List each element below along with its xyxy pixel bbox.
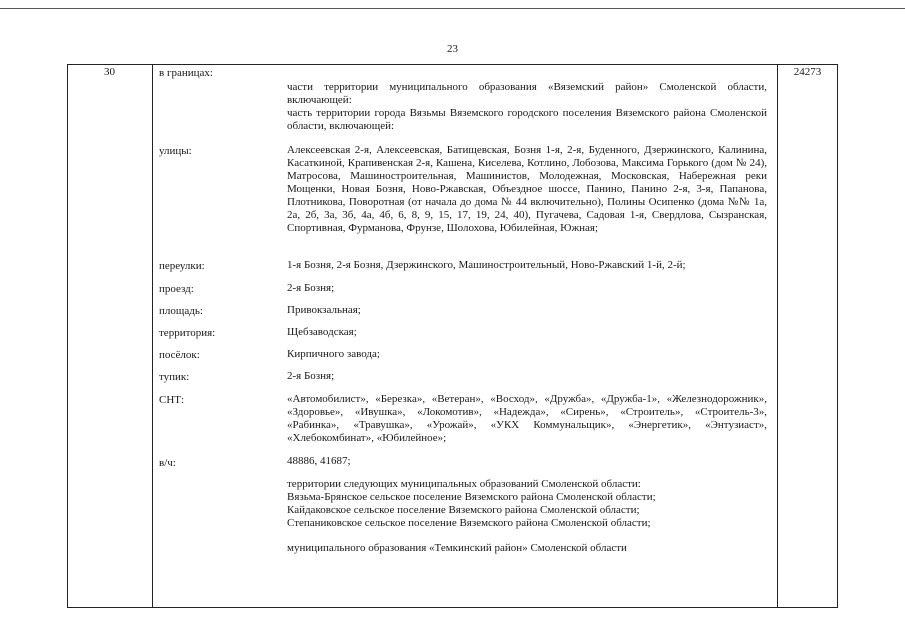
final-line: муниципального образования «Темкинский район» Смоленской области [287, 542, 627, 554]
boundary-label: в границах: [159, 67, 213, 79]
label-military-unit: в/ч: [159, 457, 176, 469]
value-passage: 2-я Бозня; [287, 282, 335, 294]
value-square: Привокзальная; [287, 304, 361, 316]
column-divider-2 [777, 64, 778, 608]
value-dead-end: 2-я Бозня; [287, 370, 335, 382]
value-military-unit: 48886, 41687; [287, 455, 351, 467]
other-territories [287, 478, 767, 530]
value-snt: «Автомобилист», «Березка», «Ветеран», «Восход», «Дружба», «Дружба-1», «Железнодорожник», «Здоровье», «Ивушка», «Локомотив», «Надежда», «Сирень», «Строитель», «Строитель-3», «Рабинка», «Травушка», «Урожай», «УКХ Коммунальщик», «Энергетик», «Энтузиаст», «Хлебокомбинат», «Юбилейное»; [287, 393, 767, 444]
label-lanes: переулки: [159, 260, 205, 272]
value-streets: Алексеевская 2-я, Алексеевская, Батищевская, Бозня 1-я, 2-я, Буденного, Дзержинского, Калинина, Касаткиной, Крапивенская 2-я, Кашена, Киселева, Котлино, Лобозова, Максима Горького (дом № 24), Матросова, Машиностроительная, Машинистов, Молодежная, Московская, Набережная реки Мощенки, Новая Бозня, Ново-Ржавская, Объездное шоссе, Панино, Панино 2-я, 3-я, Папанова, Плотникова, Поворотная (от начала до дома № 44 включительно), Полины Осипенко (дома №№ 1а, 2а, 2б, 3а, 3б, 4а, 4б, 6, 8, 9, 15, 17, 19, 24, 40), Пугачева, Садовая 1-я, Свердлова, Сызранская, Спортивная, Фурманова, Фрунзе, Шолохова, Юбилейная, Южная; [287, 144, 767, 234]
label-dead-end: тупик: [159, 371, 190, 383]
label-snt: СНТ: [159, 394, 185, 406]
row-number: 30 [104, 66, 115, 78]
other-territories-intro: территории следующих муниципальных образований Смоленской области: [287, 478, 641, 490]
value-lanes: 1-я Бозня, 2-я Бозня, Дзержинского, Машиностроительный, Ново-Ржавский 1-й, 2-й; [287, 259, 686, 271]
column-divider-1 [152, 64, 153, 608]
label-passage: проезд: [159, 283, 194, 295]
value-territory: Щебзаводская; [287, 326, 357, 338]
other-territory-3: Степаниковское сельское поселение Вяземского района Смоленской области; [287, 517, 651, 529]
top-rule [0, 8, 905, 9]
label-square: площадь: [159, 305, 203, 317]
label-settlement: посёлок: [159, 349, 200, 361]
other-territory-1: Вязьма-Брянское сельское поселение Вяземского района Смоленской области; [287, 491, 656, 503]
intro-paragraph-2: часть территории города Вязьмы Вяземского городского поселения Вяземского района Смоленской области, включающей: [287, 107, 767, 132]
district-code: 24273 [793, 66, 822, 78]
label-territory: территория: [159, 327, 216, 339]
other-territory-2: Кайдаковское сельское поселение Вяземского района Смоленской области; [287, 504, 640, 516]
value-settlement: Кирпичного завода; [287, 348, 380, 360]
page-number: 23 [447, 43, 458, 55]
intro-paragraph-1: части территории муниципального образования «Вяземский район» Смоленской области, включающей: [287, 81, 767, 106]
label-streets: улицы: [159, 145, 192, 157]
